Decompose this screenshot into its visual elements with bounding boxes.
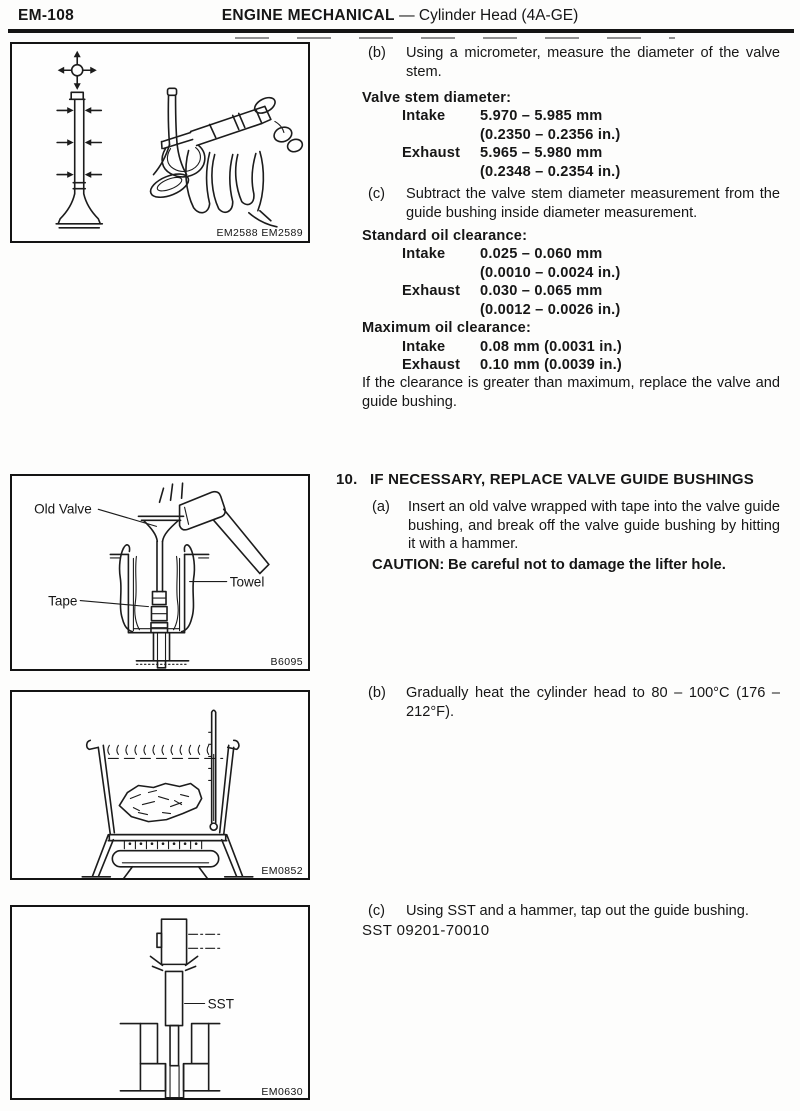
step-marker: (c) [368,186,386,202]
water-surface [108,745,223,758]
spec-row-values [480,107,621,144]
spec-heading-standard-oil-clearance: Standard oil clearance: [362,228,528,244]
caution-note [372,556,726,575]
caution-text: Be careful not to damage the lifter hole. [448,557,726,573]
spec-row [402,144,621,181]
spec-row [402,356,622,375]
spec-table-maximum-oil-clearance [402,338,622,375]
spec-row [402,107,621,144]
clearance-note: If the clearance is greater than maximum, replace the valve and guide bushing. [362,375,780,410]
spec-value-inch: (0.0012 – 0.0026 in.) [480,301,621,318]
cylinder-head-drawing [119,783,201,821]
micrometer-measurement [147,88,304,226]
figure-callouts [185,997,234,1012]
spec-row-values [480,282,621,319]
spec-row-label: Intake [402,108,446,124]
step-a-break-bushing [372,498,800,554]
figure-code: EM0852 [261,864,303,877]
valve-front-view [56,51,102,228]
bushing-removal-drawing [12,907,308,1098]
sst-part-number: SST 09201-70010 [362,922,490,939]
sst-label: SST [207,996,234,1012]
spec-heading-maximum-oil-clearance: Maximum oil clearance: [362,320,532,336]
page-title [0,7,800,25]
spec-row-label: Intake [402,338,446,355]
towel-label: Towel [229,574,265,590]
bushing-breakoff-drawing [12,476,308,669]
valve-measurement-drawing [12,44,308,241]
heating-tank [82,740,253,876]
bore-and-towel-drawing [110,545,208,633]
spec-value-mm: 5.970 – 5.985 mm [480,108,603,124]
step-b-heat-head [368,684,780,721]
step-c-subtract [368,185,780,222]
spec-row-label: Exhaust [402,283,461,300]
spec-row-label: Intake [402,246,446,262]
figure-bushing-removal [10,905,310,1100]
spec-row-values [480,245,621,282]
spec-value-inch: (0.0010 – 0.0024 in.) [480,264,621,281]
figure-code: B6095 [270,655,303,668]
sst-tool-drawing [150,919,222,1065]
spec-value-mm: 0.025 – 0.060 mm [480,246,603,262]
figure-bushing-breakoff [10,474,310,671]
section-10-heading [336,470,754,489]
step-marker: (b) [368,685,386,701]
thermometer-drawing [209,710,218,830]
step-text: Using a micrometer, measure the diameter of the valve stem. [406,45,780,80]
step-c-tap-out-bushing [368,902,780,921]
page-code: EM-108 [18,7,75,24]
step-b-measure-stem [368,44,780,81]
spec-value-inch: (0.2348 – 0.2354 in.) [480,163,621,180]
figure-code: EM0630 [261,1085,303,1098]
step-text: Insert an old valve wrapped with tape into the valve guide bushing, and break off the valve guide bushing by hitting it with a hammer. [408,499,780,553]
step-text: Gradually heat the cylinder head to 80 – 100°C (176 – 212°F). [406,685,780,720]
section-number: 10. [336,471,358,488]
spec-value-mm: 5.965 – 5.980 mm [480,145,603,162]
figure-head-heating [10,690,310,880]
page-title-section: ENGINE MECHANICAL [221,7,395,24]
spec-row [402,282,621,319]
step-marker: (a) [372,499,390,515]
step-marker: (c) [368,903,386,919]
section-title: IF NECESSARY, REPLACE VALVE GUIDE BUSHINGS [370,471,755,488]
spec-row-values [480,144,621,181]
spec-table-standard-oil-clearance [402,245,621,319]
head-heating-drawing [12,692,308,878]
hammer-drawing [159,483,268,573]
figure-code: EM2588 EM2589 [216,226,303,239]
old-valve-label: Old Valve [34,501,92,517]
header-rule-thin [235,37,675,39]
old-valve-drawing [136,516,188,668]
step-text: Subtract the valve stem diameter measurement from the guide bushing inside diameter measurement. [406,186,780,221]
step-text: Using SST and a hammer, tap out the guide bushing. [406,903,749,919]
step-marker: (b) [368,45,386,61]
page-title-subsection: — Cylinder Head (4A-GE) [399,7,579,24]
spec-value-mm: 0.030 – 0.065 mm [480,283,603,300]
spec-row [402,245,621,282]
spec-row-label: Exhaust [402,357,461,374]
header-rule [8,29,794,33]
spec-heading-valve-stem-diameter: Valve stem diameter: [362,90,512,106]
figure-valve-measurement [10,42,310,243]
spec-table-valve-stem-diameter [402,107,621,181]
tape-label: Tape [48,593,78,609]
burner-drawing [112,842,218,878]
spec-value-inch: (0.2350 – 0.2356 in.) [480,126,621,143]
spec-row-label: Exhaust [402,145,461,162]
spec-row-value: 0.08 mm (0.0031 in.) [480,338,622,355]
spec-row [402,338,622,357]
caution-label: CAUTION: [372,557,445,573]
spec-row-value: 0.10 mm (0.0039 in.) [480,357,622,374]
